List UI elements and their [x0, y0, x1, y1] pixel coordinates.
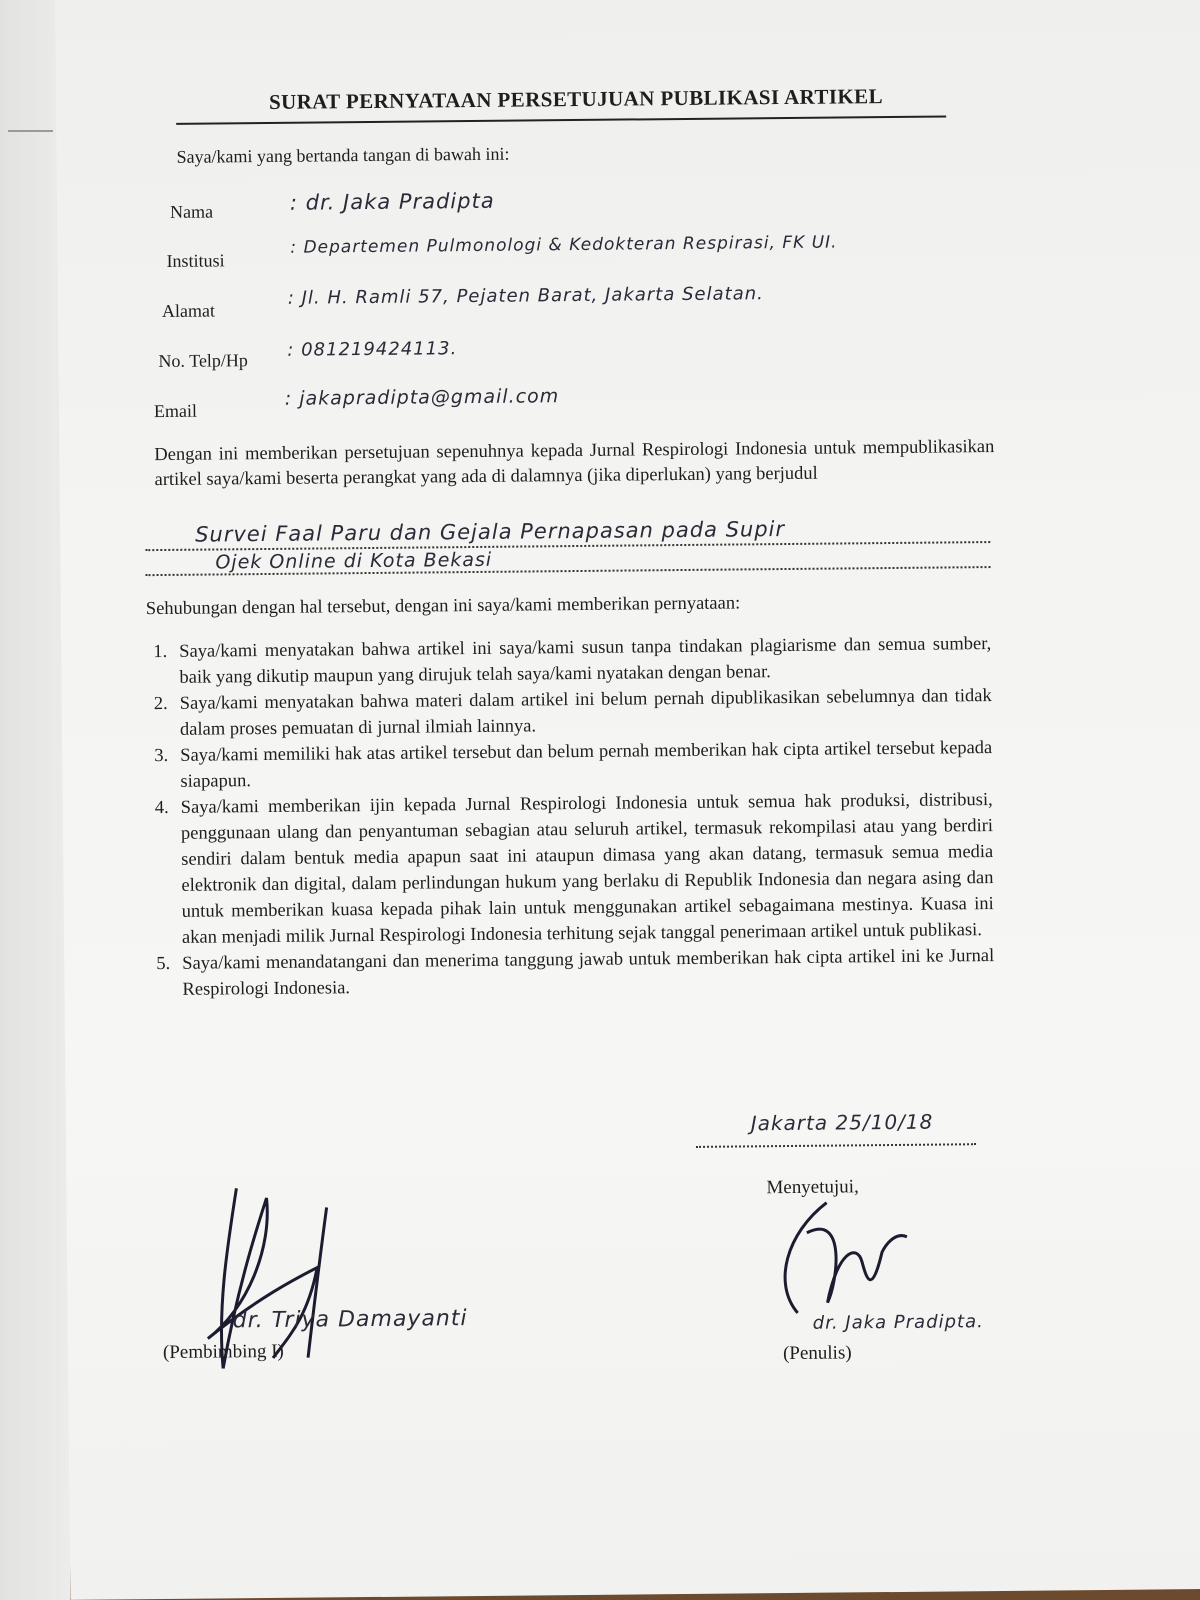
field-label-alamat: Alamat [161, 300, 216, 321]
field-label-nama: Nama [169, 201, 214, 222]
field-value-alamat: : Jl. H. Ramli 57, Pejaten Barat, Jakarta Selatan. [287, 283, 764, 309]
field-value-email: : jakapradipta@gmail.com [284, 385, 560, 410]
title-underline [176, 115, 946, 124]
place-date: Jakarta 25/10/18 [750, 1109, 934, 1136]
supervisor-name: dr. Triya Damayanti [232, 1306, 468, 1334]
statement-lead: Sehubungan dengan hal tersebut, dengan ini saya/kami memberikan pernyataan: [145, 593, 741, 620]
field-value-telp: : 081219424113. [287, 338, 458, 361]
list-item-text: Saya/kami menyatakan bahwa materi dalam artikel ini belum pernah dipublikasikan sebelumnya dan tidak dalam proses pemuatan di jurnal ilmiah lainnya. [179, 686, 992, 740]
supervisor-role: (Pembimbing I) [162, 1340, 284, 1364]
list-item-number: 2. [153, 693, 168, 715]
field-value-nama: : dr. Jaka Pradipta [289, 188, 495, 215]
list-item-number: 3. [154, 745, 169, 767]
date-dotted-line [696, 1141, 976, 1148]
list-item [131, 631, 991, 691]
list-item-number: 4. [154, 797, 169, 819]
list-item-text: Saya/kami menyatakan bahwa artikel ini saya/kami susun tanpa tindakan plagiarisme dan semua sumber, baik yang dikutip maupun yang dirujuk telah saya/kami nyatakan dengan benar. [179, 634, 992, 688]
list-item [132, 683, 992, 743]
field-label-telp: No. Telp/Hp [158, 350, 248, 372]
intro-text: Saya/kami yang bertanda tangan di bawah ini: [176, 143, 510, 167]
paper-fold-mark [8, 130, 53, 132]
approval-label: Menyetujui, [766, 1176, 859, 1199]
list-item-number: 1. [153, 641, 168, 663]
list-item [134, 943, 994, 1003]
list-item [133, 787, 994, 951]
statement-list [131, 631, 994, 1003]
field-label-email: Email [153, 400, 198, 422]
list-item-text: Saya/kami menandatangani dan menerima tanggung jawab untuk memberikan hak cipta artikel ini ke Jurnal Respirologi Indonesia. [182, 946, 995, 1000]
list-item [132, 735, 992, 795]
document-title: SURAT PERNYATAAN PERSETUJUAN PUBLIKASI ARTIKEL [268, 84, 884, 114]
consent-paragraph: Dengan ini memberikan persetujuan sepenuhnya kepada Jurnal Respirologi Indonesia untuk mempublikasikan artikel saya/kami beserta perangkat yang ada di dalamnya (jika diperlukan) yang berjudul [154, 437, 995, 491]
article-title-line-2: Ojek Online di Kota Bekasi [215, 548, 493, 574]
field-label-institusi: Institusi [166, 250, 225, 271]
author-name: dr. Jaka Pradipta. [812, 1311, 984, 1334]
field-value-institusi: : Departemen Pulmonologi & Kedokteran Respirasi, FK UI. [290, 232, 838, 258]
list-item-text: Saya/kami memberikan ijin kepada Jurnal Respirologi Indonesia untuk semua hak produksi, distribusi, penggunaan ulang dan penyantuman sebagian atau seluruh artikel, termasuk rekompilasi atau yang berdiri sendiri dalam bentuk media apapun saat ini ataupun dimasa yang akan datang, termasuk semua media elektronik dan digital, dalam perlindungan hukum yang berlaku di Republik Indonesia dan negara asing dan untuk memberikan kuasa kepada pihak lain untuk menggunakan artikel sebagaimana mestinya. Kuasa ini akan menjadi milik Jurnal Respirologi Indonesia terhitung sejak tanggal penerimaan artikel untuk publikasi. [180, 790, 994, 948]
article-title-line-1: Survei Faal Paru dan Gejala Pernapasan pada Supir [195, 517, 786, 547]
author-signature [766, 1191, 947, 1323]
list-item-text: Saya/kami memiliki hak atas artikel tersebut dan belum pernah memberikan hak cipta artikel tersebut kepada siapapun. [180, 738, 993, 792]
letter-page [55, 0, 1200, 1600]
list-item-number: 5. [156, 953, 171, 975]
author-role: (Penulis) [782, 1342, 852, 1365]
